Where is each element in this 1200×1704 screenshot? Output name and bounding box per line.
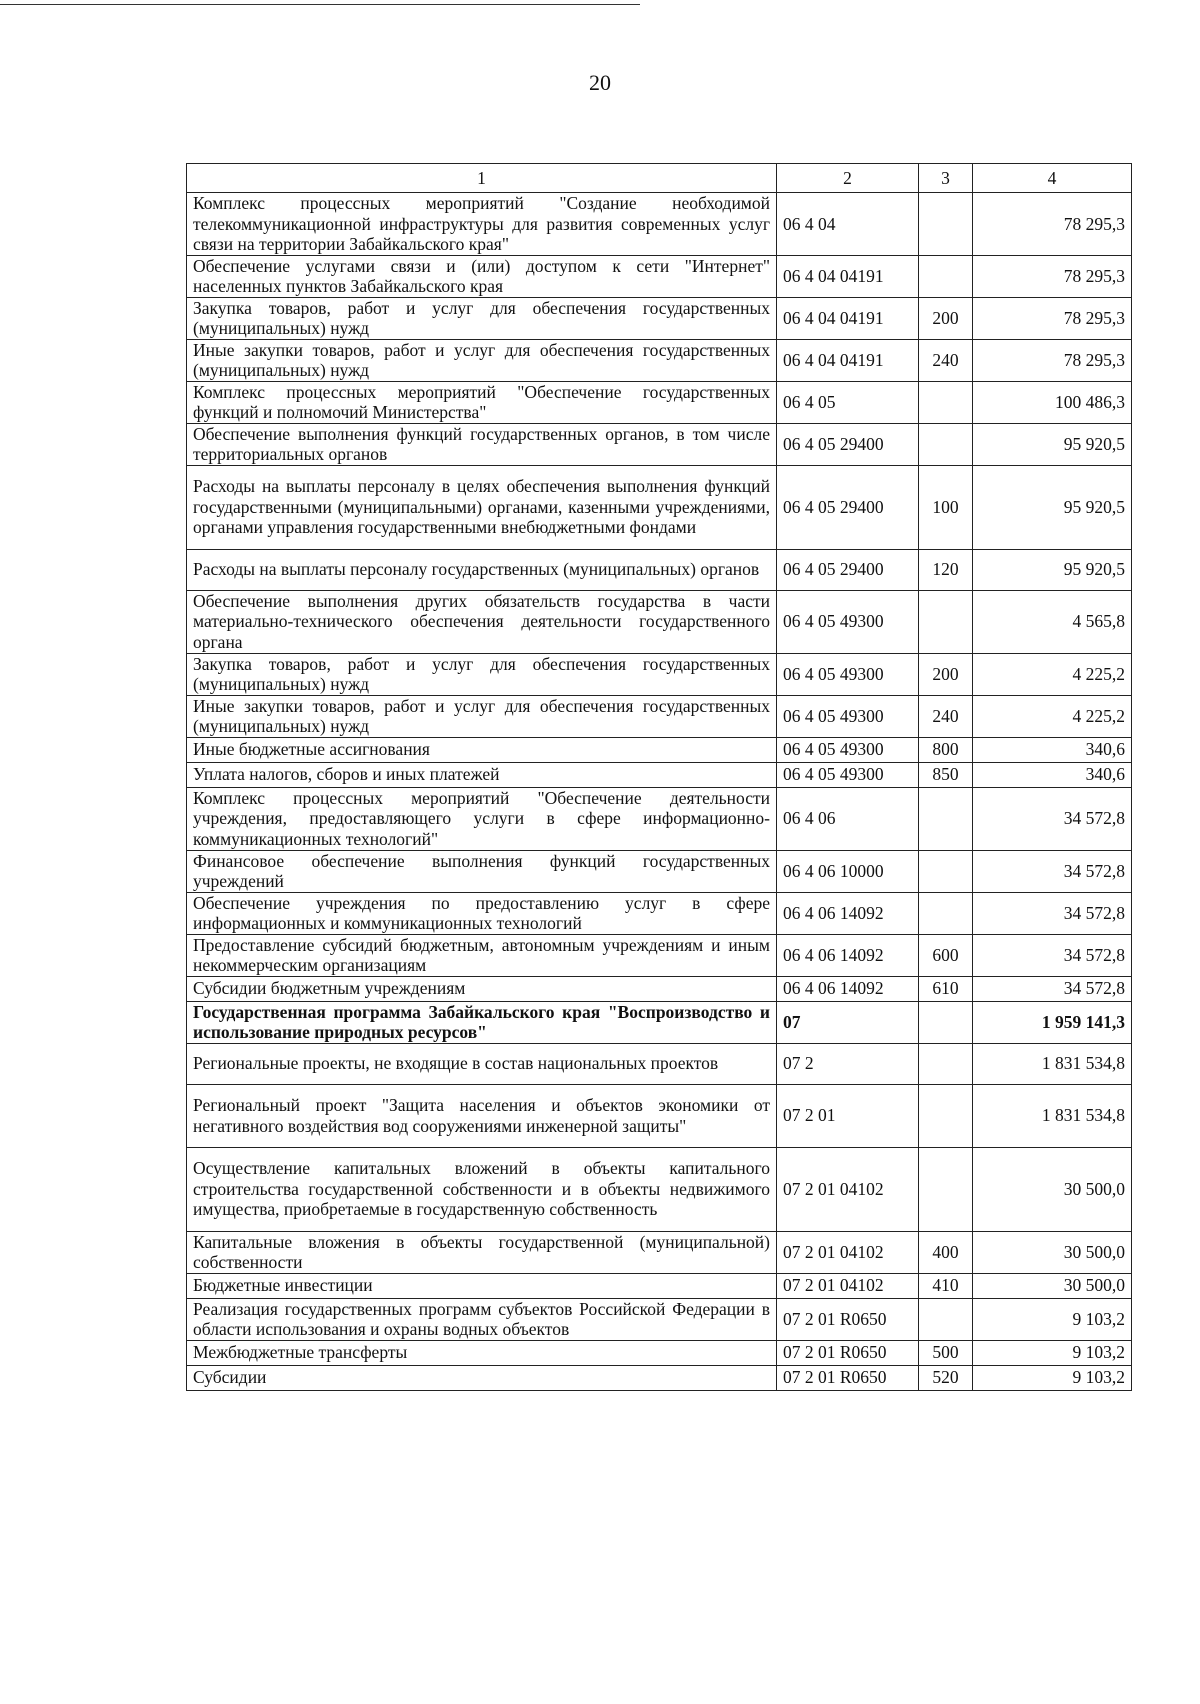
- row-amount-cell: 4 565,8: [973, 590, 1132, 653]
- header-cell-4: 4: [973, 164, 1132, 193]
- row-amount-cell: 78 295,3: [973, 255, 1132, 297]
- table-row: [187, 1365, 1132, 1390]
- row-amount-cell: 30 500,0: [973, 1273, 1132, 1298]
- table-row: [187, 892, 1132, 934]
- row-type-cell: [919, 193, 973, 256]
- row-name-cell: Расходы на выплаты персоналу в целях обеспечения выполнения функций государственными (муниципальными) органами, казенными учреждениями, органами управления государственными внебюджетными фондами: [187, 465, 777, 549]
- row-type-cell: 240: [919, 695, 973, 737]
- row-code-cell: 06 4 05 49300: [777, 737, 919, 762]
- table-row: [187, 653, 1132, 695]
- row-amount-cell: 1 831 534,8: [973, 1084, 1132, 1147]
- row-name-cell: Региональные проекты, не входящие в состав национальных проектов: [187, 1043, 777, 1084]
- table-row: [187, 695, 1132, 737]
- row-amount-cell: 9 103,2: [973, 1298, 1132, 1340]
- budget-table: [186, 163, 1132, 1391]
- row-code-cell: 07 2 01: [777, 1084, 919, 1147]
- table-row: [187, 934, 1132, 976]
- row-code-cell: 06 4 04: [777, 193, 919, 256]
- table-row: [187, 1001, 1132, 1043]
- row-amount-cell: 34 572,8: [973, 850, 1132, 892]
- table-row: [187, 423, 1132, 465]
- row-code-cell: 06 4 05 29400: [777, 549, 919, 590]
- row-type-cell: 240: [919, 339, 973, 381]
- row-name-cell: Закупка товаров, работ и услуг для обеспечения государственных (муниципальных) нужд: [187, 297, 777, 339]
- row-type-cell: [919, 1001, 973, 1043]
- table-row: [187, 1340, 1132, 1365]
- row-code-cell: 07 2 01 R0650: [777, 1365, 919, 1390]
- header-cell-2: 2: [777, 164, 919, 193]
- table-row: [187, 465, 1132, 549]
- table-row: [187, 381, 1132, 423]
- row-type-cell: 120: [919, 549, 973, 590]
- table-row: [187, 1043, 1132, 1084]
- table-row: [187, 787, 1132, 850]
- top-rule: [0, 4, 640, 5]
- row-code-cell: 07 2 01 R0650: [777, 1298, 919, 1340]
- row-name-cell: Обеспечение услугами связи и (или) доступом к сети "Интернет" населенных пунктов Забайкальского края: [187, 255, 777, 297]
- row-type-cell: 520: [919, 1365, 973, 1390]
- row-amount-cell: 34 572,8: [973, 787, 1132, 850]
- row-code-cell: 07: [777, 1001, 919, 1043]
- row-type-cell: 100: [919, 465, 973, 549]
- row-code-cell: 07 2 01 R0650: [777, 1340, 919, 1365]
- row-type-cell: 850: [919, 762, 973, 787]
- row-name-cell: Субсидии бюджетным учреждениям: [187, 976, 777, 1001]
- row-code-cell: 07 2 01 04102: [777, 1273, 919, 1298]
- row-amount-cell: 34 572,8: [973, 976, 1132, 1001]
- row-amount-cell: 340,6: [973, 762, 1132, 787]
- row-type-cell: [919, 423, 973, 465]
- row-amount-cell: 95 920,5: [973, 465, 1132, 549]
- row-type-cell: [919, 892, 973, 934]
- row-amount-cell: 78 295,3: [973, 297, 1132, 339]
- row-code-cell: 06 4 06 14092: [777, 976, 919, 1001]
- row-amount-cell: 4 225,2: [973, 695, 1132, 737]
- row-amount-cell: 1 831 534,8: [973, 1043, 1132, 1084]
- row-type-cell: [919, 381, 973, 423]
- row-type-cell: 400: [919, 1231, 973, 1273]
- row-code-cell: 06 4 06 14092: [777, 934, 919, 976]
- row-code-cell: 06 4 05 49300: [777, 762, 919, 787]
- row-name-cell: Финансовое обеспечение выполнения функций государственных учреждений: [187, 850, 777, 892]
- row-type-cell: [919, 787, 973, 850]
- row-name-cell: Капитальные вложения в объекты государственной (муниципальной) собственности: [187, 1231, 777, 1273]
- table-row: [187, 1298, 1132, 1340]
- row-code-cell: 07 2 01 04102: [777, 1147, 919, 1231]
- row-amount-cell: 9 103,2: [973, 1340, 1132, 1365]
- table-header-row: [187, 164, 1132, 193]
- row-type-cell: [919, 1298, 973, 1340]
- row-code-cell: 06 4 04 04191: [777, 255, 919, 297]
- page-number: 20: [589, 70, 611, 95]
- row-name-cell: Закупка товаров, работ и услуг для обеспечения государственных (муниципальных) нужд: [187, 653, 777, 695]
- row-code-cell: 07 2 01 04102: [777, 1231, 919, 1273]
- row-type-cell: 800: [919, 737, 973, 762]
- row-type-cell: [919, 590, 973, 653]
- row-type-cell: [919, 1043, 973, 1084]
- row-code-cell: 06 4 05 49300: [777, 695, 919, 737]
- row-amount-cell: 95 920,5: [973, 423, 1132, 465]
- row-amount-cell: 95 920,5: [973, 549, 1132, 590]
- row-code-cell: 06 4 05 29400: [777, 423, 919, 465]
- row-type-cell: [919, 1084, 973, 1147]
- row-code-cell: 06 4 06 14092: [777, 892, 919, 934]
- table-row: [187, 193, 1132, 256]
- row-type-cell: 600: [919, 934, 973, 976]
- table-row: [187, 850, 1132, 892]
- header-cell-1: 1: [187, 164, 777, 193]
- row-name-cell: Бюджетные инвестиции: [187, 1273, 777, 1298]
- row-name-cell: Иные закупки товаров, работ и услуг для обеспечения государственных (муниципальных) нужд: [187, 695, 777, 737]
- row-type-cell: [919, 1147, 973, 1231]
- row-type-cell: 200: [919, 297, 973, 339]
- row-code-cell: 06 4 05 49300: [777, 653, 919, 695]
- budget-table-body: [187, 164, 1132, 1391]
- row-type-cell: 610: [919, 976, 973, 1001]
- row-amount-cell: 34 572,8: [973, 892, 1132, 934]
- row-name-cell: Расходы на выплаты персоналу государственных (муниципальных) органов: [187, 549, 777, 590]
- row-name-cell: Иные бюджетные ассигнования: [187, 737, 777, 762]
- row-name-cell: Комплекс процессных мероприятий "Создание необходимой телекоммуникационной инфраструктуры для развития современных услуг связи на территории Забайкальского края": [187, 193, 777, 256]
- table-row: [187, 976, 1132, 1001]
- row-name-cell: Реализация государственных программ субъектов Российской Федерации в области использования и охраны водных объектов: [187, 1298, 777, 1340]
- row-code-cell: 06 4 04 04191: [777, 339, 919, 381]
- table-row: [187, 590, 1132, 653]
- row-amount-cell: 340,6: [973, 737, 1132, 762]
- row-name-cell: Комплекс процессных мероприятий "Обеспечение деятельности учреждения, предоставляющего услуги в сфере информационно-коммуникационных технологий": [187, 787, 777, 850]
- table-row: [187, 1147, 1132, 1231]
- row-name-cell: Уплата налогов, сборов и иных платежей: [187, 762, 777, 787]
- row-type-cell: 410: [919, 1273, 973, 1298]
- table-row: [187, 255, 1132, 297]
- table-row: [187, 1084, 1132, 1147]
- row-name-cell: Обеспечение учреждения по предоставлению услуг в сфере информационных и коммуникационных технологий: [187, 892, 777, 934]
- row-amount-cell: 78 295,3: [973, 193, 1132, 256]
- row-code-cell: 06 4 04 04191: [777, 297, 919, 339]
- table-row: [187, 549, 1132, 590]
- row-type-cell: [919, 255, 973, 297]
- row-name-cell: Государственная программа Забайкальского края "Воспроизводство и использование природных ресурсов": [187, 1001, 777, 1043]
- row-name-cell: Региональный проект "Защита населения и объектов экономики от негативного воздействия вод сооружениями инженерной защиты": [187, 1084, 777, 1147]
- row-name-cell: Комплекс процессных мероприятий "Обеспечение государственных функций и полномочий Министерства": [187, 381, 777, 423]
- row-code-cell: 07 2: [777, 1043, 919, 1084]
- row-name-cell: Осуществление капитальных вложений в объекты капитального строительства государственной собственности и в объекты недвижимого имущества, приобретаемые в государственную собственность: [187, 1147, 777, 1231]
- row-type-cell: 200: [919, 653, 973, 695]
- table-row: [187, 1273, 1132, 1298]
- row-type-cell: 500: [919, 1340, 973, 1365]
- header-cell-3: 3: [919, 164, 973, 193]
- row-amount-cell: 30 500,0: [973, 1147, 1132, 1231]
- table-row: [187, 762, 1132, 787]
- row-amount-cell: 1 959 141,3: [973, 1001, 1132, 1043]
- table-row: [187, 1231, 1132, 1273]
- row-name-cell: Предоставление субсидий бюджетным, автономным учреждениям и иным некоммерческим организациям: [187, 934, 777, 976]
- table-row: [187, 339, 1132, 381]
- row-name-cell: Обеспечение выполнения функций государственных органов, в том числе территориальных органов: [187, 423, 777, 465]
- row-type-cell: [919, 850, 973, 892]
- row-amount-cell: 78 295,3: [973, 339, 1132, 381]
- row-name-cell: Субсидии: [187, 1365, 777, 1390]
- row-code-cell: 06 4 05 49300: [777, 590, 919, 653]
- row-code-cell: 06 4 05 29400: [777, 465, 919, 549]
- table-row: [187, 297, 1132, 339]
- row-code-cell: 06 4 05: [777, 381, 919, 423]
- row-name-cell: Межбюджетные трансферты: [187, 1340, 777, 1365]
- row-name-cell: Обеспечение выполнения других обязательств государства в части материально-технического обеспечения деятельности государственного органа: [187, 590, 777, 653]
- row-amount-cell: 34 572,8: [973, 934, 1132, 976]
- row-name-cell: Иные закупки товаров, работ и услуг для обеспечения государственных (муниципальных) нужд: [187, 339, 777, 381]
- row-code-cell: 06 4 06: [777, 787, 919, 850]
- row-amount-cell: 4 225,2: [973, 653, 1132, 695]
- row-code-cell: 06 4 06 10000: [777, 850, 919, 892]
- table-row: [187, 737, 1132, 762]
- row-amount-cell: 100 486,3: [973, 381, 1132, 423]
- row-amount-cell: 9 103,2: [973, 1365, 1132, 1390]
- row-amount-cell: 30 500,0: [973, 1231, 1132, 1273]
